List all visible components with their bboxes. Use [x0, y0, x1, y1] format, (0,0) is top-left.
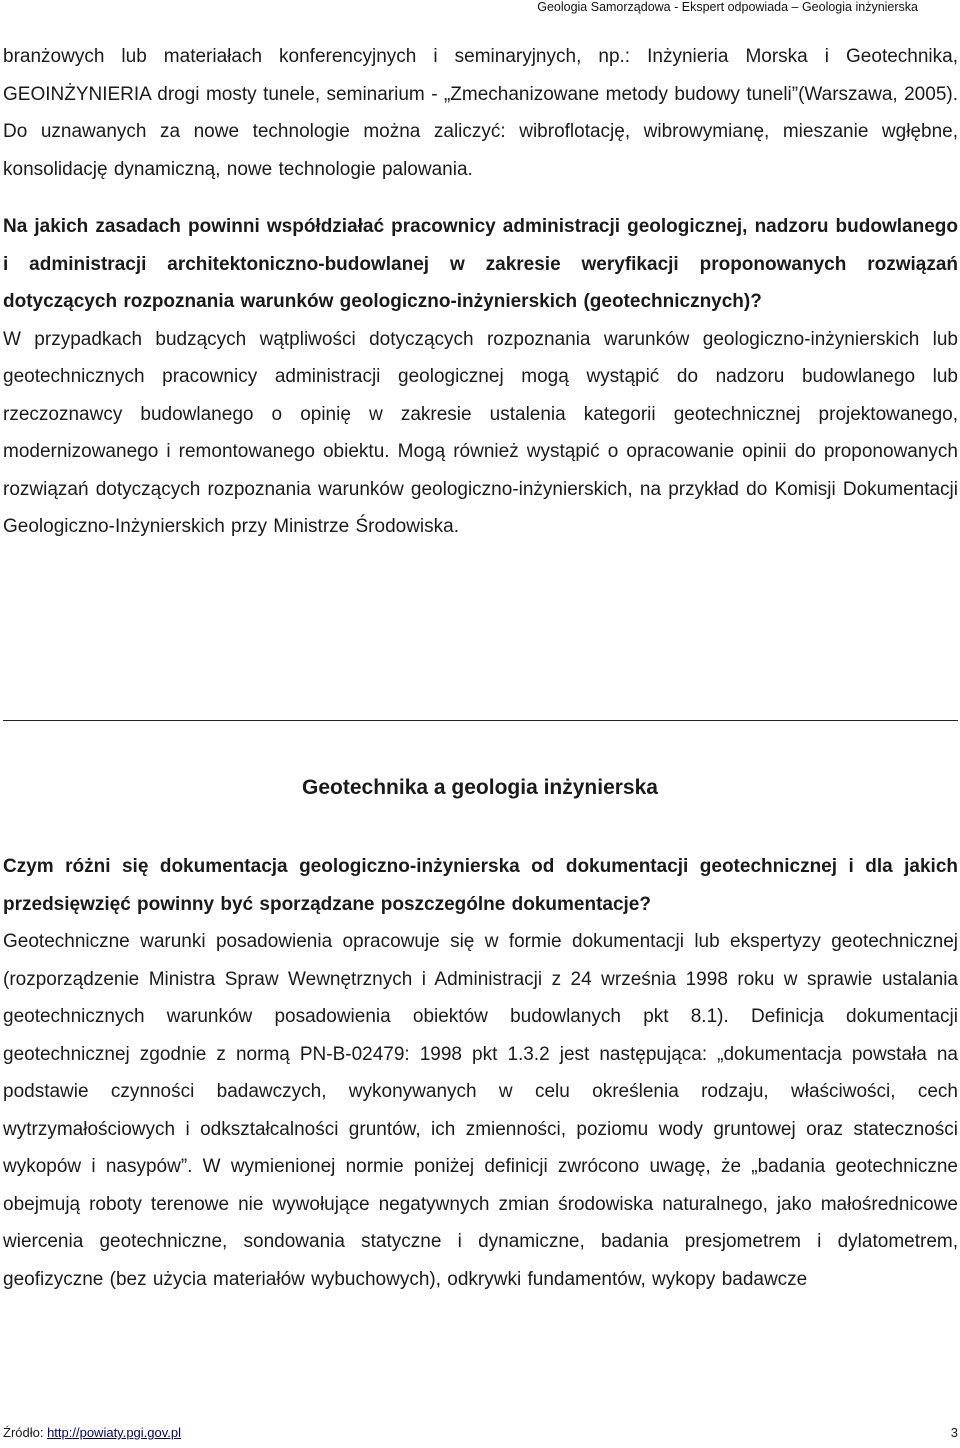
- footer-source-label: Źródło:: [3, 1425, 48, 1440]
- page-number: 3: [950, 1425, 958, 1440]
- running-header: Geologia Samorządowa - Ekspert odpowiada – Geologia inżynierska: [537, 0, 918, 14]
- question-documentation: Czym różni się dokumentacja geologiczno-inżynierska od dokumentacji geotechnicznej i dla jakich przedsięwzięć powinny być sporządzane poszczególne dokumentacje?: [3, 856, 958, 915]
- paragraph-technologies: branżowych lub materiałach konferencyjnych i seminaryjnych, np.: Inżynieria Morska i Geotechnika, GEOINŻYNIERIA drogi mosty tunele, seminarium - „Zmechanizowane metody budowy tuneli”(Warszawa, 2005). Do uznawanych za nowe technologie można zaliczyć: wibroflotację, wibrowymianę, mieszanie wgłębne, konsolidację dynamiczną, nowe technologie palowania.: [3, 46, 958, 180]
- section-divider: [3, 720, 958, 721]
- answer-documentation: Geotechniczne warunki posadowienia opracowuje się w formie dokumentacji lub ekspertyzy geotechnicznej (rozporządzenie Ministra Spraw Wewnętrznych i Administracji z 24 września 1998 roku w sprawie ustalania geotechnicznych warunków posadowienia obiektów budowlanych pkt 8.1). Definicja dokumentacji geotechnicznej zgodnie z normą PN-B-02479: 1998 pkt 1.3.2 jest następująca: „dokumentacja powstała na podstawie czynności badawczych, wykonywanych w celu określenia rodzaju, właściwości, cech wytrzymałościowych i odkształcalności gruntów, ich zmienności, poziomu wody gruntowej oraz stateczności wykopów i nasypów”. W wymienionej normie poniżej definicji zwrócono uwagę, że „badania geotechniczne obejmują roboty terenowe nie wywołujące negatywnych zmian środowiska naturalnego, jako małośrednicowe wiercenia geotechniczne, sondowania statyczne i dynamiczne, badania presjometrem i dylatometrem, geofizyczne (bez użycia materiałów wybuchowych), odkrywki fundamentów, wykopy badawcze: [3, 931, 958, 1290]
- answer-cooperation: W przypadkach budzących wątpliwości dotyczących rozpoznania warunków geologiczno-inżynierskich lub geotechnicznych pracownicy administracji geologicznej mogą wystąpić do nadzoru budowlanego lub rzeczoznawcy budowlanego o opinię w zakresie ustalenia kategorii geotechnicznej projektowanego, modernizowanego i remontowanego obiektu. Mogą również wystąpić o opracowanie opinii do proponowanych rozwiązań dotyczących rozpoznania warunków geologiczno-inżynierskich, na przykład do Komisji Dokumentacji Geologiczno-Inżynierskich przy Ministrze Środowiska.: [3, 328, 958, 537]
- footer-source: [3, 1425, 181, 1441]
- document-body-top: [3, 38, 958, 546]
- paragraph-spacer: [3, 188, 958, 208]
- section-title: Geotechnika a geologia inżynierska: [302, 776, 658, 799]
- document-body-section: [3, 848, 958, 1298]
- footer-source-link[interactable]: http://powiaty.pgi.gov.pl: [47, 1425, 182, 1440]
- question-cooperation: Na jakich zasadach powinni współdziałać pracownicy administracji geologicznej, nadzoru budowlanego i administracji architektoniczno-budowlanej w zakresie weryfikacji proponowanych rozwiązań dotyczących rozpoznania warunków geologiczno-inżynierskich (geotechnicznych)?: [3, 216, 958, 312]
